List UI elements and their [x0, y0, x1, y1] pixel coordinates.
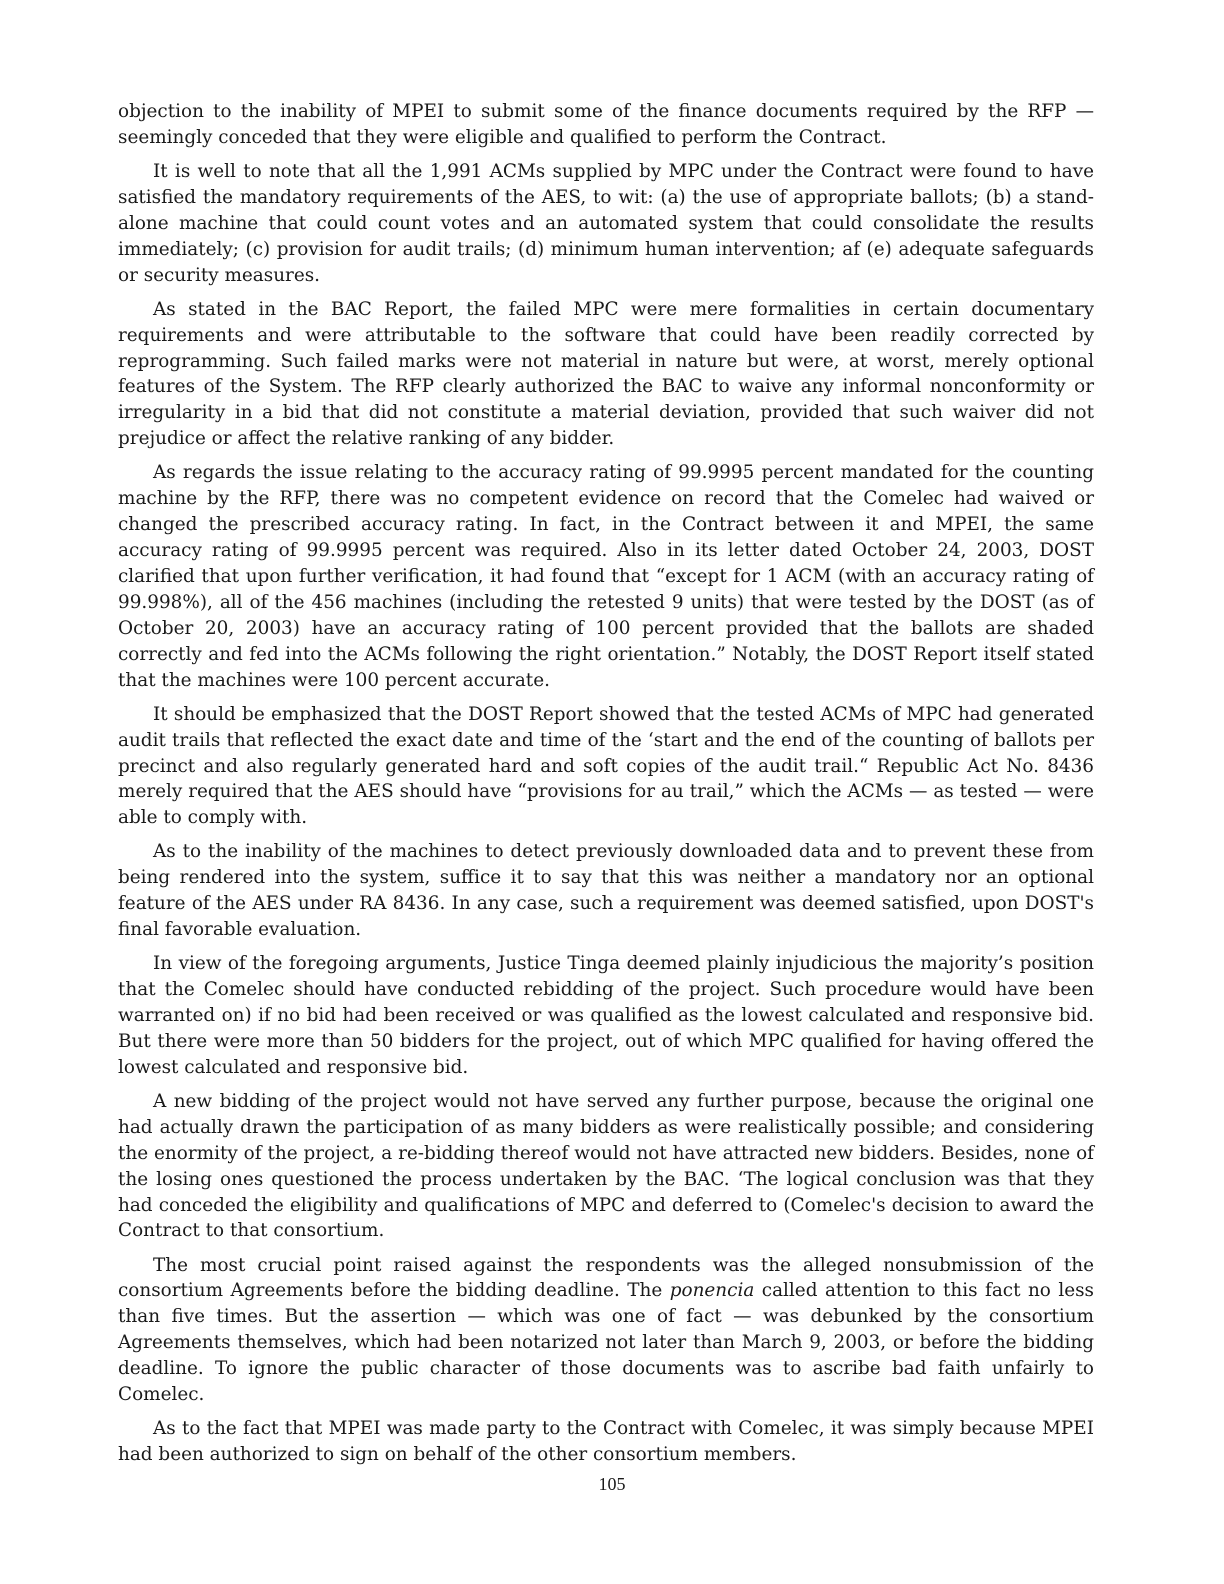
page-number: 105	[598, 1474, 626, 1494]
paragraph-8: A new bidding of the project would not have served any further purpose, because the original one had actually drawn the participation of as many bidders as were realistically possible; and considering the enormity of the project, a re-bidding thereof would not have attracted new bidders. Besides, none of the losing ones questioned the process undertaken by the BAC. ‘The logical conclusion was that they had conceded the eligibility and qualifications of MPC and deferred to (Comelec's decision to award the Contract to that consortium.	[118, 1090, 1094, 1242]
paragraph-9-italic-term: ponencia	[669, 1280, 755, 1302]
paragraph-9-text-after: called attention to this fact no less than five times. But the assertion — which was one of fact — was debunked by the consortium Agreements themselves, which had been notarized not later than March 9, 2003, or before the bidding deadline. To ignore the public character of those documents was to ascribe bad faith unfairly to Comelec.	[118, 1280, 1094, 1406]
paragraph-9	[118, 1253, 1094, 1408]
paragraph-2: It is well to note that all the 1,991 ACMs supplied by MPC under the Contract were found to have satisfied the mandatory requirements of the AES, to wit: (a) the use of appropriate ballots; (b) a stand-alone machine that could count votes and an automated system that could consolidate the results immediately; (c) provision for audit trails; (d) minimum human intervention; af (e) adequate safeguards or security measures.	[118, 161, 1094, 286]
document-page	[118, 99, 1094, 1476]
paragraph-10: As to the fact that MPEI was made party to the Contract with Comelec, it was simply because MPEI had been authorized to sign on behalf of the other consortium members.	[118, 1418, 1094, 1466]
paragraph-5: It should be emphasized that the DOST Report showed that the tested ACMs of MPC had generated audit trails that reflected the exact date and time of the ‘start and the end of the counting of ballots per precinct and also regularly generated hard and soft copies of the audit trail.“ Republic Act No. 8436 merely required that the AES should have “provisions for au trail,” which the ACMs — as tested — were able to comply with.	[118, 703, 1094, 829]
paragraph-7: In view of the foregoing arguments, Justice Tinga deemed plainly injudicious the majority’s position that the Comelec should have conducted rebidding of the project. Such procedure would have been warranted on) if no bid had been received or was qualified as the lowest calculated and responsive bid. But there were more than 50 bidders for the project, out of which MPC qualified for having offered the lowest calculated and responsive bid.	[118, 953, 1094, 1078]
paragraph-6: As to the inability of the machines to detect previously downloaded data and to prevent these from being rendered into the system, suffice it to say that this was neither a mandatory nor an optional feature of the AES under RA 8436. In any case, such a requirement was deemed satisfied, upon DOST's final favorable evaluation.	[118, 841, 1094, 941]
paragraph-4: As regards the issue relating to the accuracy rating of 99.9995 percent mandated for the counting machine by the RFP, there was no competent evidence on record that the Comelec had waived or changed the prescribed accuracy rating. In fact, in the Contract between it and MPEI, the same accuracy rating of 99.9995 percent was required. Also in its letter dated October 24, 2003, DOST clarified that upon further verification, it had found that “except for 1 ACM (with an accuracy rating of 99.998%), all of the 456 machines (including the retested 9 units) that were tested by the DOST (as of October 20, 2003) have an accuracy rating of 100 percent provided that the ballots are shaded correctly and fed into the ACMs following the right orientation.” Notably, the DOST Report itself stated that the machines were 100 percent accurate.	[118, 462, 1094, 691]
paragraph-1: objection to the inability of MPEI to submit some of the finance documents required by the RFP — seemingly conceded that they were eligible and qualified to perform the Contract.	[118, 101, 1094, 148]
paragraph-9-text-before: The most crucial point raised against the respondents was the alleged nonsubmission of the consortium Agreements before the bidding deadline. The	[118, 1254, 1094, 1302]
paragraph-3: As stated in the BAC Report, the failed MPC were mere formalities in certain documentary requirements and were attributable to the software that could have been readily corrected by reprogramming. Such failed marks were not material in nature but were, at worst, merely optional features of the System. The RFP clearly authorized the BAC to waive any informal nonconformity or irregularity in a bid that did not constitute a material deviation, provided that such waiver did not prejudice or affect the relative ranking of any bidder.	[118, 298, 1094, 450]
